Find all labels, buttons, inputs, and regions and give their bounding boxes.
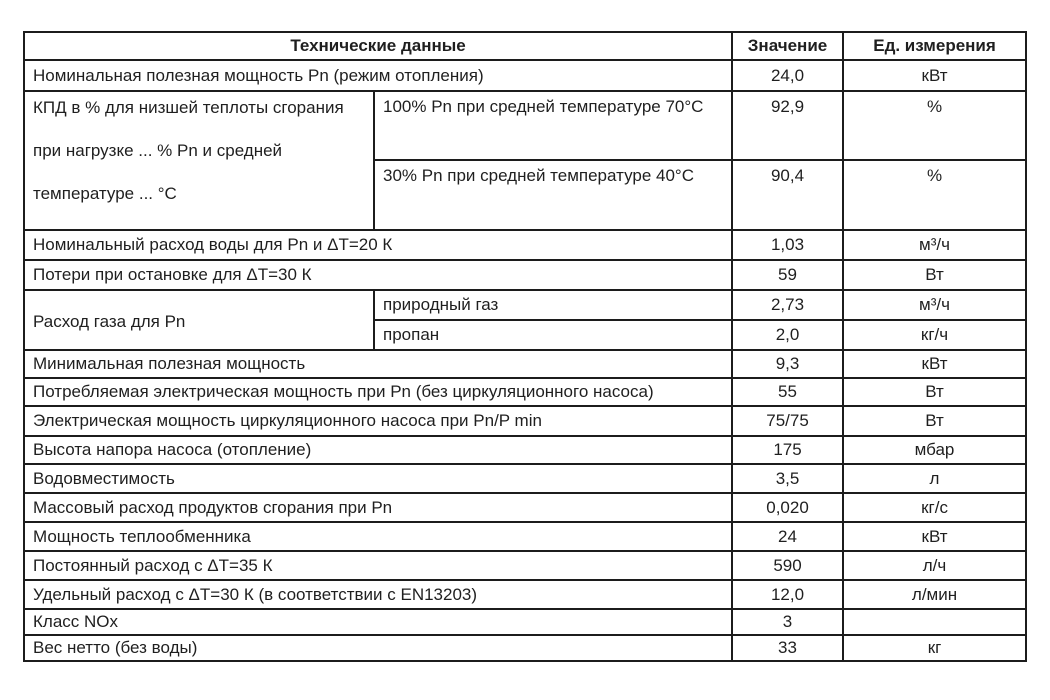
cell-unit: кВт	[843, 522, 1026, 551]
header-value: Значение	[732, 32, 843, 60]
cell-value: 175	[732, 436, 843, 464]
cell-label: Потери при остановке для ΔT=30 К	[24, 260, 732, 290]
row-flue-mass-flow	[24, 493, 1026, 522]
row-nominal-power	[24, 60, 1026, 91]
cell-label: Вес нетто (без воды)	[24, 635, 732, 661]
cell-value: 2,73	[732, 290, 843, 320]
row-standby-loss	[24, 260, 1026, 290]
cell-value: 24,0	[732, 60, 843, 91]
cell-label-gas: Расход газа для Pn	[24, 290, 374, 350]
cell-unit: кг/ч	[843, 320, 1026, 350]
row-min-power	[24, 350, 1026, 378]
row-net-weight	[24, 635, 1026, 661]
row-pump-head	[24, 436, 1026, 464]
cell-unit: мбар	[843, 436, 1026, 464]
header-main: Технические данные	[24, 32, 732, 60]
cell-value: 1,03	[732, 230, 843, 260]
table-header-row	[24, 32, 1026, 60]
row-water-volume	[24, 464, 1026, 493]
cell-unit: %	[843, 91, 1026, 160]
cell-unit	[843, 609, 1026, 635]
cell-sublabel: пропан	[374, 320, 732, 350]
cell-value: 0,020	[732, 493, 843, 522]
cell-unit: Вт	[843, 378, 1026, 406]
cell-label: Мощность теплообменника	[24, 522, 732, 551]
cell-unit: л	[843, 464, 1026, 493]
cell-label-efficiency	[24, 91, 374, 230]
label-line: КПД в % для низшей теплоты сгорания	[33, 98, 344, 117]
cell-label: Класс NOx	[24, 609, 732, 635]
cell-unit: %	[843, 160, 1026, 230]
cell-sublabel: 100% Pn при средней температуре 70°C	[374, 91, 732, 160]
row-electric-consumption	[24, 378, 1026, 406]
cell-sublabel: природный газ	[374, 290, 732, 320]
row-heat-exchanger-power	[24, 522, 1026, 551]
label-line: при нагрузке ... % Pn и средней	[33, 141, 283, 160]
cell-label: Номинальный расход воды для Pn и ΔT=20 К	[24, 230, 732, 260]
cell-sublabel: 30% Pn при средней температуре 40°C	[374, 160, 732, 230]
cell-label: Массовый расход продуктов сгорания при Pn	[24, 493, 732, 522]
cell-value: 24	[732, 522, 843, 551]
cell-value: 59	[732, 260, 843, 290]
header-unit: Ед. измерения	[843, 32, 1026, 60]
row-nox-class	[24, 609, 1026, 635]
cell-label: Постоянный расход с ΔT=35 К	[24, 551, 732, 580]
cell-label: Высота напора насоса (отопление)	[24, 436, 732, 464]
cell-value: 3,5	[732, 464, 843, 493]
cell-value: 33	[732, 635, 843, 661]
row-specific-flow	[24, 580, 1026, 609]
cell-unit: кг/с	[843, 493, 1026, 522]
cell-value: 90,4	[732, 160, 843, 230]
row-water-flow	[24, 230, 1026, 260]
cell-unit: кВт	[843, 60, 1026, 91]
cell-unit: л/ч	[843, 551, 1026, 580]
cell-unit: Вт	[843, 260, 1026, 290]
label-line: температуре ... °С	[33, 184, 177, 203]
cell-label: Минимальная полезная мощность	[24, 350, 732, 378]
cell-value: 590	[732, 551, 843, 580]
cell-label: Электрическая мощность циркуляционного насоса при Pn/P min	[24, 406, 732, 436]
cell-label: Водовместимость	[24, 464, 732, 493]
cell-unit: кг	[843, 635, 1026, 661]
cell-label: Удельный расход с ΔT=30 К (в соответствии с EN13203)	[24, 580, 732, 609]
cell-unit: л/мин	[843, 580, 1026, 609]
technical-data-table	[23, 31, 1027, 662]
cell-value: 2,0	[732, 320, 843, 350]
cell-value: 9,3	[732, 350, 843, 378]
row-efficiency-100	[24, 91, 1026, 160]
technical-data-sheet	[23, 31, 1027, 662]
cell-value: 92,9	[732, 91, 843, 160]
cell-unit: м³/ч	[843, 290, 1026, 320]
cell-unit: м³/ч	[843, 230, 1026, 260]
cell-unit: Вт	[843, 406, 1026, 436]
cell-label: Потребляемая электрическая мощность при Pn (без циркуляционного насоса)	[24, 378, 732, 406]
row-pump-power	[24, 406, 1026, 436]
row-gas-natural	[24, 290, 1026, 320]
cell-unit: кВт	[843, 350, 1026, 378]
row-constant-flow	[24, 551, 1026, 580]
cell-value: 75/75	[732, 406, 843, 436]
cell-value: 55	[732, 378, 843, 406]
cell-value: 12,0	[732, 580, 843, 609]
cell-label: Номинальная полезная мощность Pn (режим отопления)	[24, 60, 732, 91]
cell-value: 3	[732, 609, 843, 635]
